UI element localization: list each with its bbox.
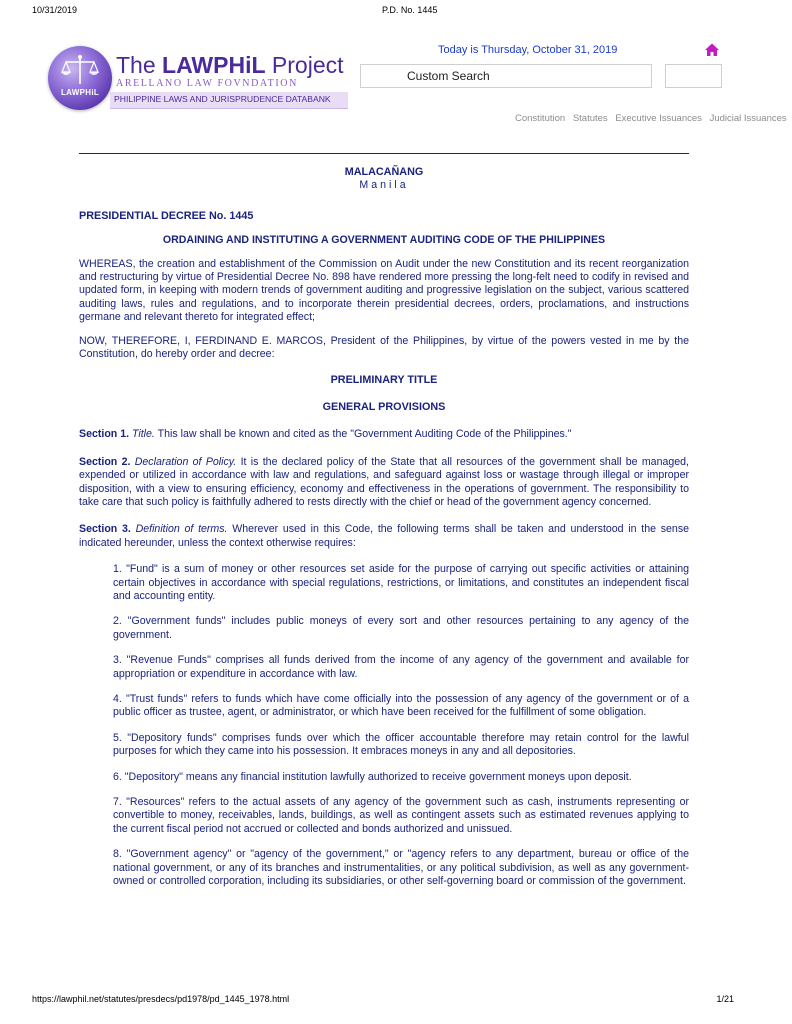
logo-emblem-label: LAWPHiL [60,88,100,97]
title-heading: PRELIMINARY TITLE [330,374,438,387]
section-2 [79,456,689,510]
decree-document [79,166,689,888]
section-text: This law shall be known and cited as the "Government Auditing Code of the Philippines." [157,428,572,441]
site-tagline: PHILIPPINE LAWS AND JURISPRUDENCE DATABANK [114,94,331,104]
section-number: Section 3. [79,523,131,536]
site-title-pre: The [116,52,163,78]
site-title-post: Project [265,52,344,78]
definition-item: 1. "Fund" is a sum of money or other resources set aside for the purpose of carrying out specific activities or attaining certain objectives in accordance with special regulations, restrictions, or limitations, and constitutes an independent fiscal and accounting entity. [113,563,689,602]
section-1 [79,428,689,441]
today-date: Today is Thursday, October 31, 2019 [438,44,618,56]
site-foundation: ARELLANO LAW FOVNDATION [116,78,298,89]
definition-item: 6. "Depository" means any financial institution lawfully authorized to receive government moneys upon deposit. [113,770,632,783]
section-title: Title. [132,428,155,441]
decree-number: PRESIDENTIAL DECREE No. 1445 [79,209,254,222]
search-button[interactable] [665,64,722,88]
scales-of-justice-icon [60,54,100,88]
print-page-number: 1/21 [716,994,734,1004]
site-title-brand: LAWPHiL [162,52,266,78]
search-input[interactable] [360,64,652,88]
nav-constitution[interactable]: Constitution [515,113,566,124]
section-text: Wherever used in this Code, the following terms shall be taken and understood in the sense indicated hereunder, unless the context otherwise requires: [79,523,690,549]
decree-title: ORDAINING AND INSTITUTING A GOVERNMENT AUDITING CODE OF THE PHILIPPINES [162,234,606,247]
home-icon[interactable] [704,42,720,58]
definition-item: 4. "Trust funds" refers to funds which have come officially into the possession of any agency of the government or of a public officer as trustee, agent, or administrator, or which have been received for the fulfillment of some obligation. [113,692,689,719]
site-logo[interactable] [48,46,348,120]
section-number: Section 2. [79,455,131,468]
section-text: It is the declared policy of the State that all resources of the government shall be managed, expended or utilized in accordance with law and regulations, and safeguard against loss or wastage through illegal or improper disposition, with a view to ensuring efficiency, economy and effectiveness in the operations of government. The responsibility to take care that such policy is faithfully adhered to rests directly with the chief or head of the government agency concerned. [79,455,689,508]
definition-item: 7. "Resources" refers to the actual assets of any agency of the government such as cash, instruments representing or convertible to money, receivables, lands, buildings, as well as contingent assets such as estimated revenues applying to the current fiscal period not accrued or collected and bonds authorized and unissued. [113,796,689,835]
logo-emblem [48,46,112,110]
definition-item: 5. "Depository funds" comprises funds over which the officer accountable therefore may retain control for the lawful purposes for which they came into his possession. It embraces moneys in any and all depositories. [113,731,689,758]
site-title [116,52,344,79]
nav-executive-issuances[interactable]: Executive Issuances [615,113,702,124]
definition-item: 3. "Revenue Funds" comprises all funds derived from the income of any agency of the government and available for appropriation or expenditure in accordance with law. [113,654,689,680]
print-footer [0,992,768,1008]
chapter-heading: GENERAL PROVISIONS [322,400,446,413]
nav-statutes[interactable]: Statutes [572,113,608,124]
print-title: P.D. No. 1445 [382,5,438,15]
definition-item: 2. "Government funds" includes public moneys of every sort and other resources pertaining to any agency of the government. [113,615,689,641]
header-divider [79,153,689,154]
print-url: https://lawphil.net/statutes/presdecs/pd1978/pd_1445_1978.html [32,994,290,1004]
section-title: Declaration of Policy. [134,455,237,468]
definitions-list [113,563,689,888]
definition-item: 8. "Government agency" or "agency of the government," or "agency refers to any department, bureau or office of the national government, or any of its branches and instrumentalities, or any political subdivision, as well as any government-owned or controlled corporation, including its subsidiaries, or other self-governing board or commission of the government. [113,848,689,888]
print-date: 10/31/2019 [32,5,78,15]
section-number: Section 1. [79,428,130,441]
section-3 [79,523,689,550]
site-nav [515,113,787,124]
issuer: MALACAÑANG [344,166,424,178]
print-header [0,0,768,20]
nav-judicial-issuances[interactable]: Judicial Issuances [709,113,787,124]
section-title: Definition of terms. [135,523,228,536]
enacting-clause: NOW, THEREFORE, I, FERDINAND E. MARCOS, President of the Philippines, by virtue of the powers vested in me by the Constitution, do hereby order and decree: [79,334,689,361]
site-tagline-bar [110,92,348,109]
issuer-city: Manila [359,179,409,192]
whereas-clause: WHEREAS, the creation and establishment of the Commission on Audit under the new Constitution and its recent reorganization and restructuring by virtue of Presidential Decree No. 898 have rendered more pressing the long-felt need to codify in revised and updated form, in keeping with modern trends of government auditing and progressive legislation on the subject, various scattered auditing laws, rules and regulations, and to incorporate therein presidential decrees, orders, proclamations, and instructions germane and relevant thereto for integrated effect; [79,257,689,324]
